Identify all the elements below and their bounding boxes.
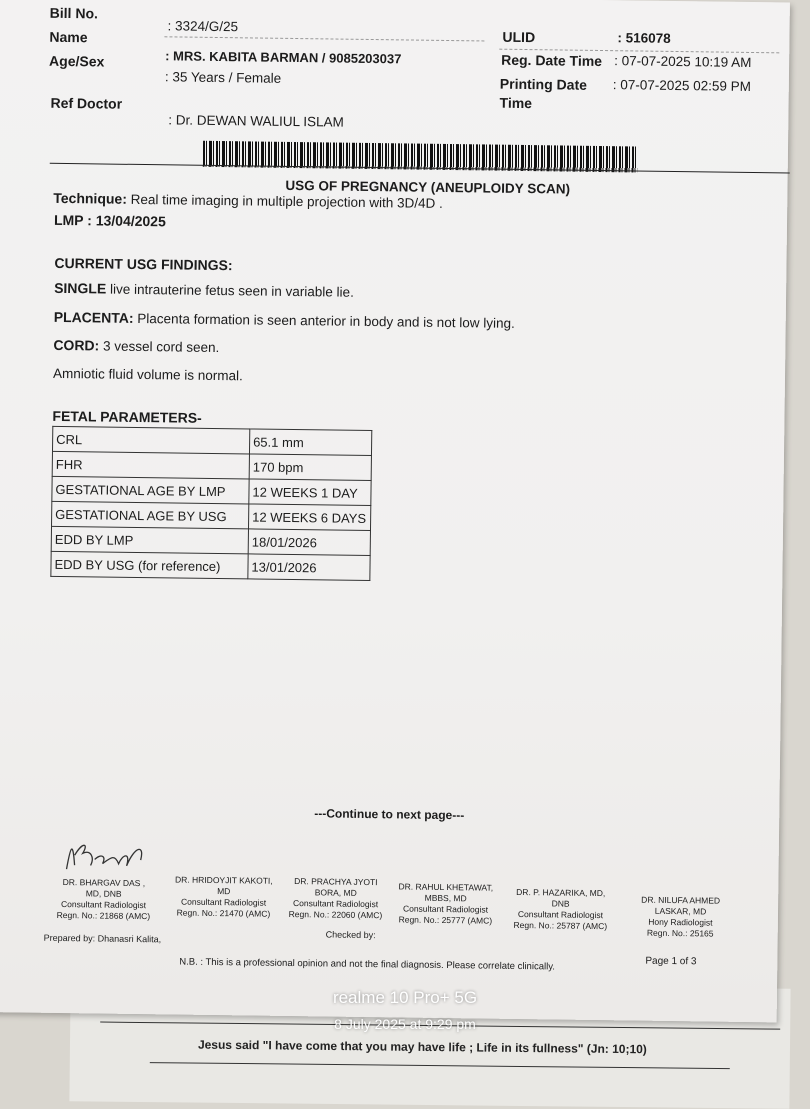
table-row [51,551,370,580]
signatory [503,887,619,933]
signatory-line: Consultant Radiologist [60,899,147,911]
fetal-parameters-table [50,426,372,581]
dotted-rule [164,36,484,41]
signatory-line: DR. HRIDOYJIT KAKOTI, [175,874,273,886]
parameter-value: 12 WEEKS 1 DAY [249,479,371,506]
ulid-label: ULID [502,28,536,46]
name-label: Name [49,28,88,46]
signatory-line: DNB [551,898,570,909]
single-label: SINGLE [54,279,107,297]
age-sex-label: Age/Sex [49,52,105,70]
signatory-line: DR. BHARGAV DAS , [62,877,146,889]
signatory-line: Consultant Radiologist [181,896,267,908]
signatory-line: MBBS, MD [424,892,467,904]
device-watermark: realme 10 Pro+ 5G [332,988,478,1007]
parameter-name: GESTATIONAL AGE BY USG [52,501,249,529]
signatory-line: Regn. No.: 25787 (AMC) [513,919,608,932]
signatory-line: Regn. No.: 25165 [646,927,714,939]
ref-doctor-label: Ref Doctor [50,94,123,112]
parameter-name: FHR [52,451,249,479]
age-sex-value: : 35 Years / Female [164,69,282,86]
nb-disclaimer: N.B. : This is a professional opinion and not the final diagnosis. Please correlate clinically. [179,956,555,973]
parameter-value: 65.1 mm [249,429,371,456]
signatory-line: Regn. No.: 21470 (AMC) [176,907,271,919]
signatory-line: DR. RAHUL KHETAWAT, [398,881,494,893]
timestamp-watermark: 8 July 2025 at 9:29 pm [334,1016,476,1032]
signatory [623,894,739,940]
parameter-name: EDD BY LMP [51,526,248,554]
parameter-name: CRL [52,426,249,454]
signatory-line: DR. NILUFA AHMED [641,894,721,906]
signatory-line: Hony Radiologist [648,916,713,928]
signatory-line: MD [217,886,231,897]
reg-date-label: Reg. Date Time [501,51,603,70]
signatory-line: Consultant Radiologist [402,903,489,915]
signatory-line: Consultant Radiologist [517,908,604,921]
signatory-line: BORA, MD [314,887,357,898]
cord-label: CORD: [53,336,100,354]
signature [60,835,161,878]
placenta-text: Placenta formation is seen anterior in body and is not low lying. [137,310,515,331]
signatory [388,881,504,927]
signatory-line: DR. P. HAZARIKA, MD, [516,886,606,899]
parameter-value: 18/01/2026 [248,529,370,556]
signatory [278,876,394,922]
page-number: Page 1 of 3 [645,955,697,968]
parameter-value: 170 bpm [249,454,371,481]
ulid-value: : 516078 [617,30,671,46]
parameter-value: 12 WEEKS 6 DAYS [248,504,370,531]
signatory-line: LASKAR, MD [654,905,707,917]
bible-verse: Jesus said "I have come that you may have life ; Life in its fullness" (Jn: 10;10) [197,1037,647,1057]
bill-no-label: Bill No. [49,4,99,22]
signatory-line: Regn. No.: 21868 (AMC) [56,909,151,922]
cord-text: 3 vessel cord seen. [102,338,220,356]
signatory-line: DR. PRACHYA JYOTI [294,876,378,888]
signatory [46,877,162,923]
signatory-line: Regn. No.: 22060 (AMC) [288,908,383,921]
placenta-label: PLACENTA: [53,308,134,326]
parameter-value: 13/01/2026 [248,554,370,581]
lmp-date: LMP : 13/04/2025 [53,211,166,230]
back-sheet-rule [150,1062,730,1069]
signatory-line: Regn. No.: 25777 (AMC) [398,914,493,926]
prepared-by: Prepared by: Dhanasri Kalita, [43,932,162,945]
parameter-name: EDD BY USG (for reference) [51,551,248,579]
checked-by: Checked by: [325,929,376,941]
ref-doctor-value: : Dr. DEWAN WALIUL ISLAM [168,112,344,130]
technique-label: Technique: [53,189,128,207]
report-title: USG OF PREGNANCY (ANEUPLOIDY SCAN) [285,177,571,197]
single-text: live intrauterine fetus seen in variable lie. [109,281,354,300]
bill-no-value: : 3324/G/25 [167,18,239,35]
print-date-label: Printing Date [499,75,588,93]
continue-note: ---Continue to next page--- [314,806,465,823]
signatory-line: Consultant Radiologist [293,898,379,910]
print-time-label: Time [499,94,533,112]
parameter-name: GESTATIONAL AGE BY LMP [52,476,249,504]
patient-name: : MRS. KABITA BARMAN / 9085203037 [165,48,402,67]
fetal-heading: FETAL PARAMETERS- [52,407,202,426]
signatory-line: MD, DNB [85,888,122,899]
signatory [166,874,282,920]
amniotic-text: Amniotic fluid volume is normal. [52,365,243,384]
print-date-value: : 07-07-2025 02:59 PM [612,77,752,94]
technique-text: Real time imaging in multiple projection with 3D/4D . [130,191,443,211]
findings-heading: CURRENT USG FINDINGS: [54,254,233,274]
reg-date-value: : 07-07-2025 10:19 AM [614,53,752,70]
